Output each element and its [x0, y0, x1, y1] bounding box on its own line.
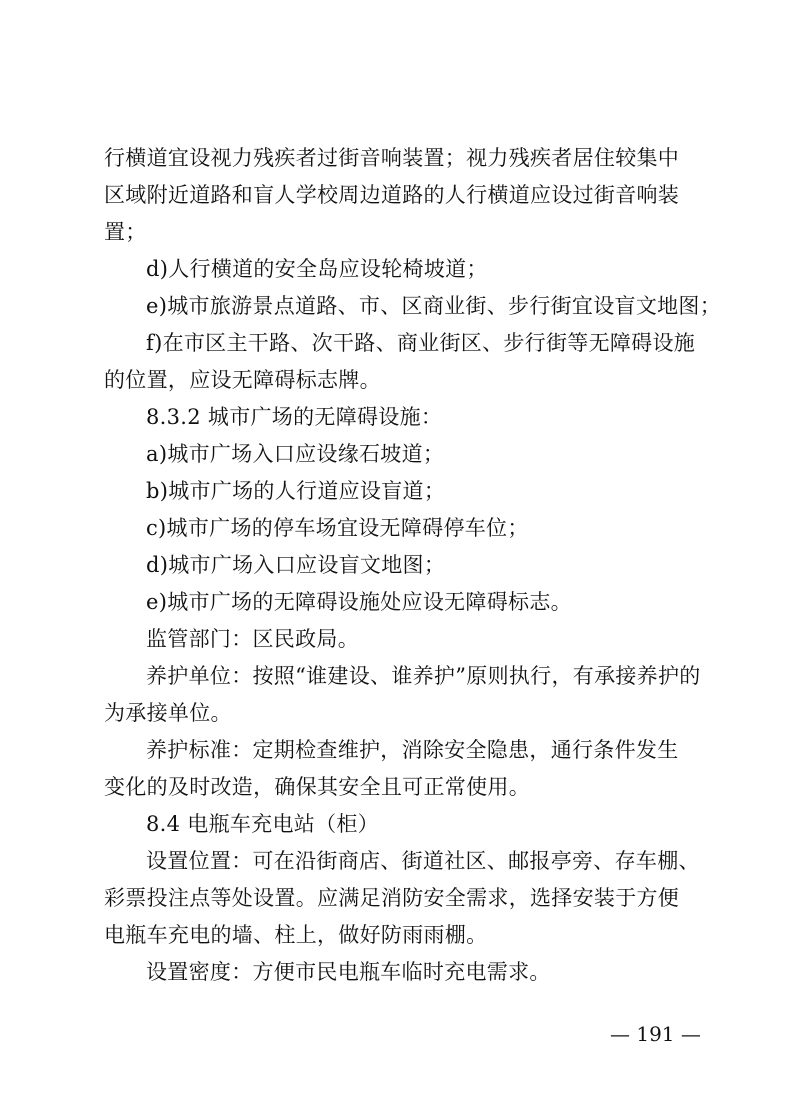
list-item: b)城市广场的人行道应设盲道； — [146, 479, 446, 503]
document-body — [104, 140, 722, 991]
list-item: d)人行横道的安全岛应设轮椅坡道； — [146, 257, 488, 281]
list-item: e)城市旅游景点道路、市、区商业街、步行街宜设盲文地图； — [146, 294, 722, 318]
list-item: e)城市广场的无障碍设施处应设无障碍标志。 — [146, 590, 572, 614]
paragraph-line: 设置位置：可在沿街商店、街道社区、邮报亭旁、存车棚、 — [146, 849, 700, 873]
text-line: 区域附近道路和盲人学校周边道路的人行横道应设过街音响装 — [104, 183, 680, 207]
text-line: 变化的及时改造，确保其安全且可正常使用。 — [104, 775, 530, 799]
text-line: 置； — [104, 220, 147, 244]
paragraph-line: 养护单位：按照“谁建设、谁养护”原则执行，有承接养护的 — [146, 664, 701, 688]
paragraph-line: 设置密度：方便市民电瓶车临时充电需求。 — [146, 960, 551, 984]
list-item: c)城市广场的停车场宜设无障碍停车位； — [146, 516, 529, 540]
list-item: d)城市广场入口应设盲文地图； — [146, 553, 446, 577]
text-line: 的位置，应设无障碍标志牌。 — [104, 368, 381, 392]
text-line: 为承接单位。 — [104, 701, 232, 725]
text-line: 行横道宜设视力残疾者过街音响装置；视力残疾者居住较集中 — [104, 146, 680, 170]
text-line: 电瓶车充电的墙、柱上，做好防雨雨棚。 — [104, 923, 488, 947]
section-heading: 8.3.2 城市广场的无障碍设施： — [146, 405, 443, 429]
paragraph-line: 监管部门：区民政局。 — [146, 627, 359, 651]
list-item: f)在市区主干路、次干路、商业街区、步行街等无障碍设施 — [146, 331, 696, 355]
list-item: a)城市广场入口应设缘石坡道； — [146, 442, 445, 466]
page-number: — 191 — — [610, 1022, 701, 1046]
text-line: 彩票投注点等处设置。应满足消防安全需求，选择安装于方便 — [104, 886, 680, 910]
paragraph-line: 养护标准：定期检查维护，消除安全隐患，通行条件发生 — [146, 738, 679, 762]
section-heading: 8.4 电瓶车充电站（柜） — [146, 812, 379, 836]
